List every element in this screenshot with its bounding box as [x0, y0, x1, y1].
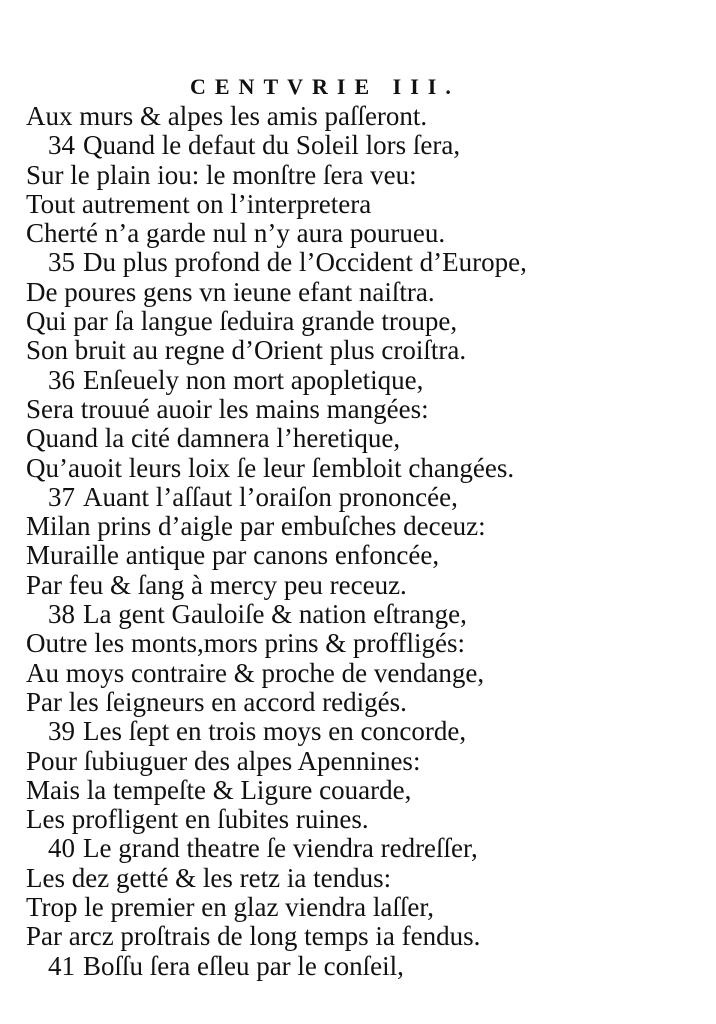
verse-line: [26, 424, 706, 453]
verse-text: Qui par ſa langue ſeduira grande troupe,: [26, 306, 458, 337]
verse-text: Mais la tempeſte & Ligure couarde,: [26, 774, 412, 805]
verse-line: [26, 336, 706, 365]
verse-line: [26, 541, 706, 570]
verse-text: Muraille antique par canons enfoncée,: [26, 540, 440, 571]
quatrain-number: 35: [48, 247, 75, 278]
verse-text: Par les ſeigneurs en accord redigés.: [26, 686, 407, 717]
verse-line: [26, 512, 706, 541]
verse-line: [26, 688, 706, 717]
verse-text: Du plus profond de l’Occident d’Europe,: [83, 247, 527, 278]
quatrain-first-line: [26, 131, 706, 160]
verse-text: Auant l’aſſaut l’oraiſon prononcée,: [83, 481, 458, 512]
verse-text: Quand la cité damnera l’heretique,: [26, 423, 401, 454]
verse-line: [26, 161, 706, 190]
quatrain-number: 40: [48, 833, 75, 864]
verse-line: [26, 190, 706, 219]
verse-text: Tout autrement on l’interpretera: [26, 188, 372, 219]
verse-text: Les dez getté & les retz ia tendus:: [26, 862, 392, 893]
quatrain-first-line: [26, 600, 706, 629]
verse-line: [26, 102, 706, 131]
quatrain-first-line: [26, 483, 706, 512]
verse-text: Enſeuely non mort apopletique,: [83, 364, 424, 395]
quatrain-number: 39: [48, 716, 75, 747]
verse-line: [26, 307, 706, 336]
verse-text: Qu’auoit leurs loix ſe leur ſembloit changées.: [26, 452, 515, 483]
quatrain-number: 38: [48, 599, 75, 630]
quatrain-first-line: [26, 717, 706, 746]
verse-line: [26, 805, 706, 834]
verse-text: Les ſept en trois moys en concorde,: [83, 716, 467, 747]
quatrain-number: 37: [48, 481, 75, 512]
verse-text: Par arcz proſtrais de long temps ia fendus.: [26, 921, 481, 952]
verse-text: Aux murs & alpes les amis paſſeront.: [26, 101, 428, 131]
quatrain-text-block: [26, 102, 706, 981]
verse-text: Le grand theatre ſe viendra redreſſer,: [83, 833, 478, 864]
quatrain-number: 34: [48, 130, 75, 161]
verse-text: Pour ſubiuguer des alpes Apennines:: [26, 745, 421, 776]
verse-text: Sera trouué auoir les mains mangées:: [26, 393, 429, 424]
quatrain-number: 41: [48, 950, 75, 981]
verse-text: Cherté n’a garde nul n’y aura pourueu.: [26, 218, 446, 249]
quatrain-first-line: [26, 834, 706, 863]
verse-line: [26, 395, 706, 424]
verse-line: [26, 776, 706, 805]
quatrain-number: 36: [48, 364, 75, 395]
verse-line: [26, 864, 706, 893]
verse-line: [26, 454, 706, 483]
verse-line: [26, 278, 706, 307]
verse-text: Les profligent en ſubites ruines.: [26, 804, 369, 835]
verse-line: [26, 219, 706, 248]
quatrain-first-line: [26, 366, 706, 395]
verse-line: [26, 659, 706, 688]
verse-text: De poures gens vn ieune efant naiſtra.: [26, 276, 435, 307]
verse-text: Quand le defaut du Soleil lors ſera,: [83, 130, 461, 161]
verse-text: Milan prins d’aigle par embuſches deceuz:: [26, 511, 486, 542]
verse-text: La gent Gauloiſe & nation eſtrange,: [83, 599, 467, 630]
quatrain-first-line: [26, 248, 706, 277]
verse-text: Par feu & ſang à mercy peu receuz.: [26, 569, 407, 600]
verse-line: [26, 629, 706, 658]
verse-text: Boſſu ſera eſleu par le conſeil,: [83, 950, 404, 981]
quatrain-first-line: [26, 952, 706, 981]
verse-line: [26, 571, 706, 600]
verse-line: [26, 747, 706, 776]
verse-text: Son bruit au regne d’Orient plus croiſtra.: [26, 335, 467, 366]
verse-text: Sur le plain iou: le monſtre ſera veu:: [26, 159, 417, 190]
verse-line: [26, 922, 706, 951]
running-head: CENTVRIE III.: [190, 74, 460, 99]
verse-text: Trop le premier en glaz viendra laſſer,: [26, 892, 435, 923]
verse-text: Outre les monts,mors prins & proffligés:: [26, 628, 465, 659]
verse-line: [26, 893, 706, 922]
verse-text: Au moys contraire & proche de vendange,: [26, 657, 485, 688]
